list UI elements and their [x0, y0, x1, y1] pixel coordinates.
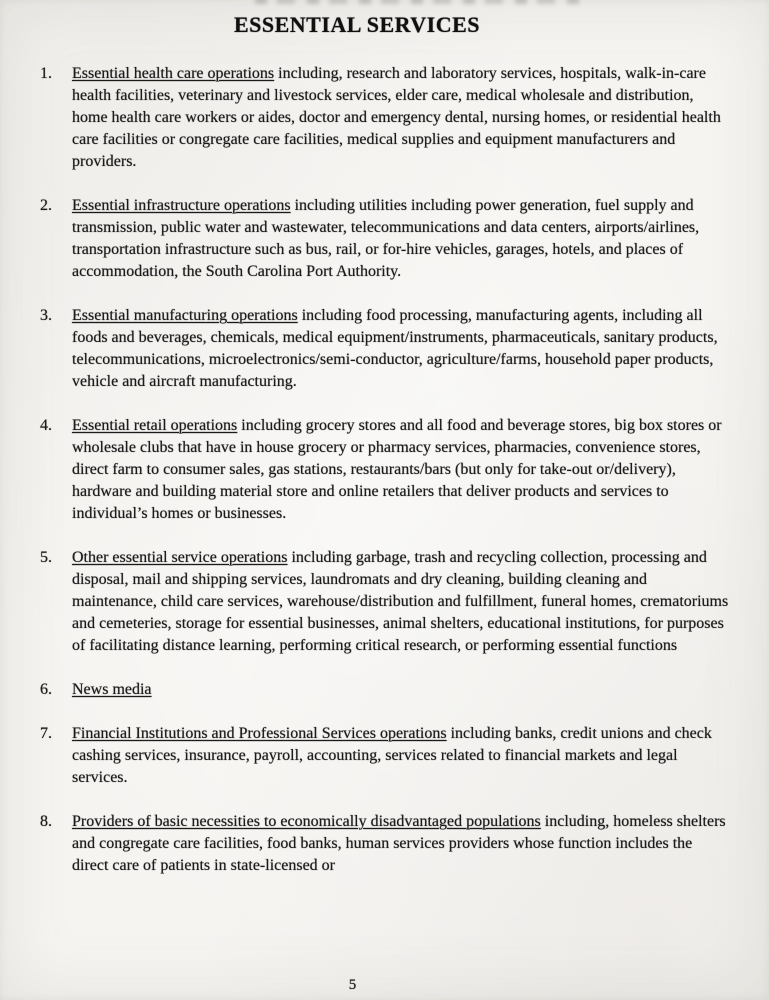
item-lead-underlined: Essential health care operations: [72, 65, 275, 82]
list-item-1: [40, 63, 732, 173]
page-number: 5: [348, 977, 357, 993]
list-item-7: [40, 723, 732, 789]
item-body: [72, 547, 732, 657]
item-text: including banks, credit unions and check cashing services, insurance, payroll, accounting, services related to financial markets and legal services.: [72, 725, 712, 786]
item-lead-underlined: Providers of basic necessities to economically disadvantaged populations: [72, 813, 541, 830]
item-number: 3.: [40, 307, 52, 324]
list-item-3: [40, 305, 732, 393]
list-item-2: [40, 195, 732, 283]
item-lead-underlined: Essential manufacturing operations: [72, 307, 298, 324]
list-item-4: [40, 415, 732, 525]
item-number: 4.: [40, 417, 52, 434]
item-number: 5.: [40, 549, 52, 566]
item-number: 8.: [40, 813, 52, 830]
list-item-5: [40, 547, 732, 657]
item-text: including utilities including power generation, fuel supply and transmission, public water and wastewater, telecommunications and data centers, airports/airlines, transportation infrastructure such as bus, rail, or for-hire vehicles, garages, hotels, and places of accommodation, the South Carolina Port Authority.: [72, 197, 700, 280]
item-body: [72, 811, 732, 877]
item-body: [72, 63, 732, 173]
item-number: 2.: [40, 197, 52, 214]
item-lead-underlined: Essential retail operations: [72, 417, 238, 434]
item-body: [72, 723, 732, 789]
item-lead-underlined: Financial Institutions and Professional Services operations: [72, 725, 447, 742]
item-text: including food processing, manufacturing agents, including all foods and beverages, chemicals, medical equipment/instruments, pharmaceuticals, sanitary products, telecommunications, microelectronics/semi-conductor, agriculture/farms, household paper products, vehicle and aircraft manufacturing.: [72, 307, 718, 390]
item-number: 7.: [40, 725, 52, 742]
essential-services-list: [40, 63, 732, 877]
item-body: [72, 195, 732, 283]
item-text: including grocery stores and all food and beverage stores, big box stores or wholesale clubs that have in house grocery or pharmacy services, pharmacies, convenience stores, direct farm to consumer sales, gas stations, restaurants/bars (but only for take-out or/delivery), hardware and building material store and online retailers that deliver products and services to individual’s homes or businesses.: [72, 417, 722, 522]
item-body: [72, 679, 732, 701]
list-item-6: [40, 679, 732, 701]
item-lead-underlined: Essential infrastructure operations: [72, 197, 291, 214]
item-lead-underlined: Other essential service operations: [72, 549, 288, 566]
list-item-8: [40, 811, 732, 877]
item-text: including, research and laboratory services, hospitals, walk-in-care health facilities, veterinary and livestock services, elder care, medical wholesale and distribution, home health care workers or aides, doctor and emergency dental, nursing homes, or residential health care facilities or congregate care facilities, medical supplies and equipment manufacturers and providers.: [72, 65, 721, 170]
page-title: ESSENTIAL SERVICES: [233, 12, 481, 37]
item-lead-underlined: News media: [72, 681, 152, 698]
item-text: including, homeless shelters and congregate care facilities, food banks, human services providers whose function includes the direct care of patients in state-licensed or: [72, 813, 726, 874]
item-body: [72, 305, 732, 393]
item-number: 6.: [40, 681, 52, 698]
item-text: including garbage, trash and recycling collection, processing and disposal, mail and shipping services, laundromats and dry cleaning, building cleaning and maintenance, child care services, warehouse/distribution and fulfillment, funeral homes, crematoriums and cemeteries, storage for essential businesses, animal shelters, educational institutions, for purposes of facilitating distance learning, performing critical research, or performing essential functions: [72, 549, 729, 654]
item-number: 1.: [40, 65, 52, 82]
item-body: [72, 415, 732, 525]
